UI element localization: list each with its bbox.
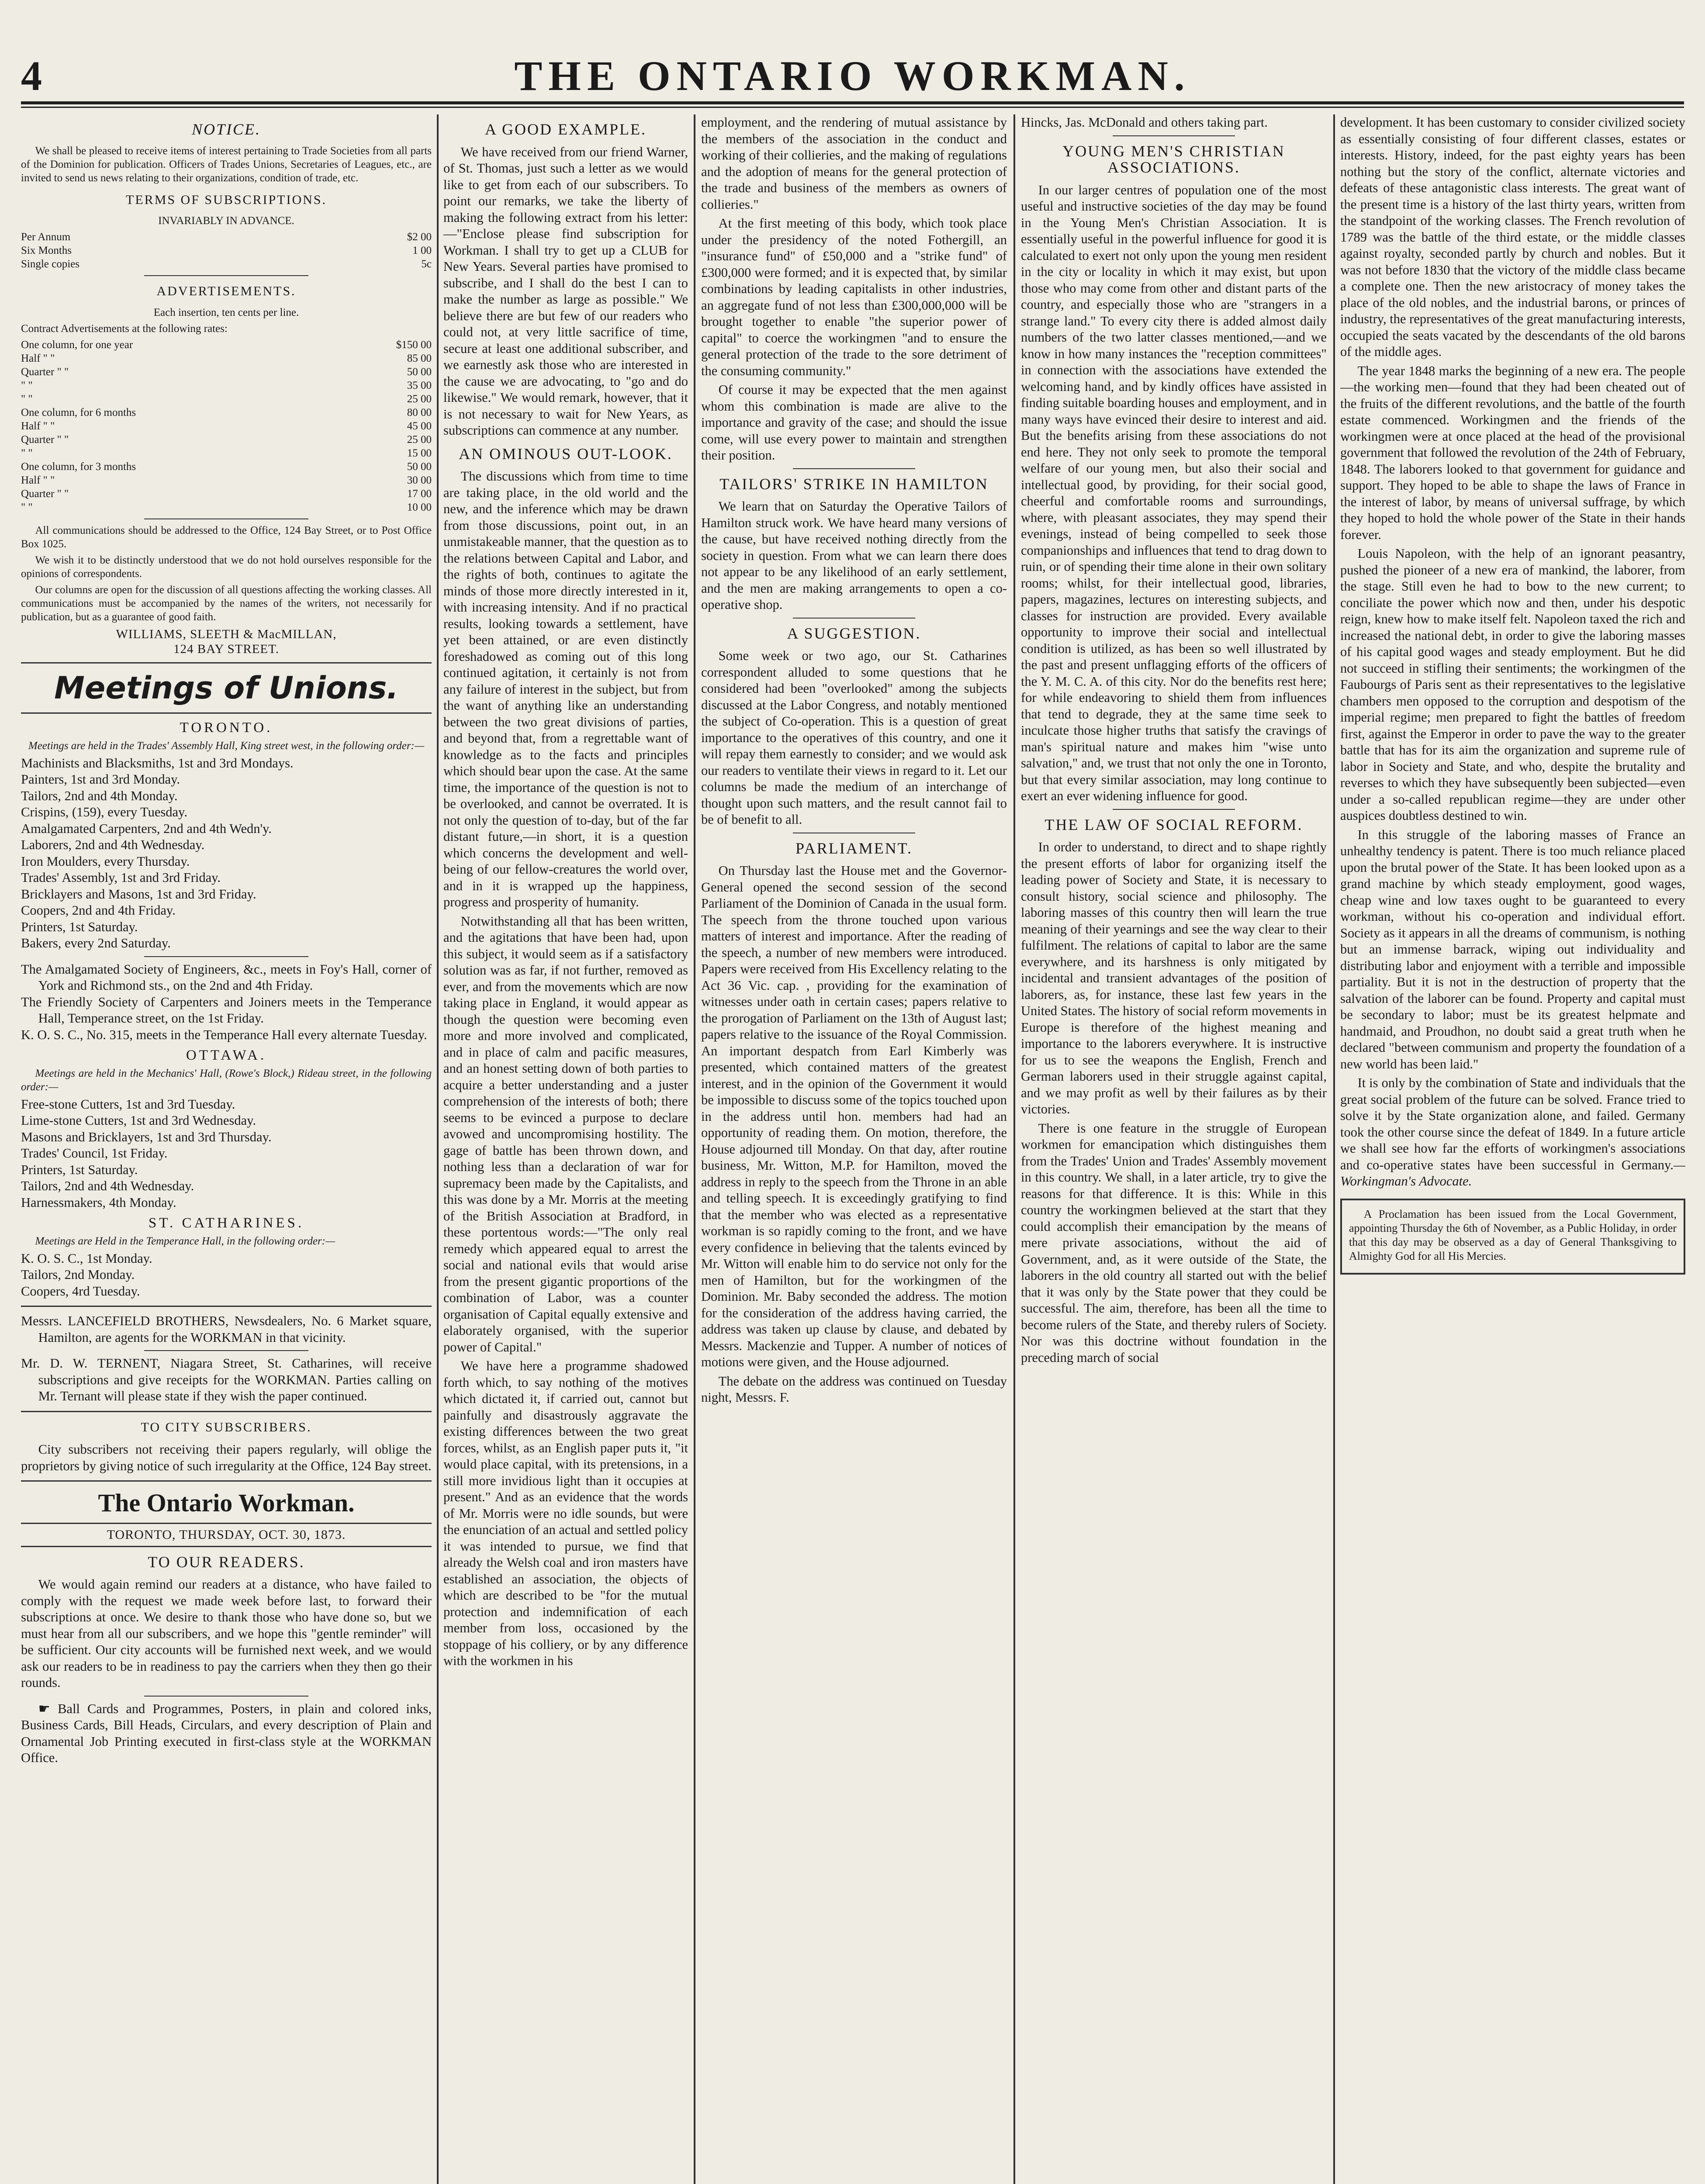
meeting-item: Free-stone Cutters, 1st and 3rd Tuesday. (21, 1096, 235, 1112)
meeting-item: Printers, 1st Saturday. (21, 1162, 138, 1177)
article-paragraph: There is one feature in the struggle of European workmen for emancipation which distinguishes them from the Trades' Union and Trades' Assembly movement in this country. We shall, in a later article, try to give the reasons for that difference. It is this: While in this country the workingmen believed at the start that they could accomplish their emancipation by the means of mere private associations, without the aid of Government, and, as it were outside of the State, the laborers in the old country all started out with the belief that it was only by the State power that they could be successful. The aim, therefore, has been all the time to become rulers of the State, and thereby rulers of Society. Nor was this doctrine without foundation in the preceding march of social (1021, 1120, 1327, 1365)
article-title: AN OMINOUS OUT-LOOK. (459, 445, 673, 463)
article-title: YOUNG MEN'S CHRISTIAN ASSOCIATIONS. (1062, 142, 1285, 176)
meeting-item: Iron Moulders, every Thursday. (21, 854, 190, 869)
column-rule (1013, 114, 1015, 2184)
meeting-item: Tailors, 2nd and 4th Monday. (21, 788, 178, 803)
rate-row: Single copies 5c (21, 258, 432, 270)
column-rule (437, 114, 439, 2184)
article-paragraph: Notwithstanding all that has been written, and the agitations that have been had, upon this subject, it would seem as if a satisfactory solution was as far, if not further, removed as ever, and from the movements which are now taking place in England, it would appear as though the question were becoming even more and more involved and complicated, and in place of calm and pacific measures, and an honest setting down of both parties to acquire a better understanding and a juster comprehension of the interests of both; there seems to be evinced a purpose to declare avowed and uncompromising hostility. The gage of battle has been thrown down, and nothing less than a declaration of war for supremacy been made by the Capitalists, and this was done by a Mr. Morris at the meeting of the British Association at Bradford, in these portentous words:—"The only real remedy which appeared equal to arrest the social and national evils that would arise from the present gigantic proportions of the combination of Labor, was a counter organisation of Capital equally extensive and elaborately organised, with the superior power of Capital." (443, 913, 688, 1355)
meeting-item: Bricklayers and Masons, 1st and 3rd Friday. (21, 886, 256, 902)
article-paragraph: We have here a programme shadowed forth which, to say nothing of the motives which dictated it, if carried out, cannot but painfully and disastrously aggravate the existing differences between the two great forces, whilst, as an English paper puts it, "it would place capital, with its pretensions, in a still more invidious light than it occupies at present." And as an evidence that the words of Mr. Morris were no idle sounds, but were the enunciation of an actual and settled policy it was intended to pursue, we find that already the Welsh coal and iron masters have established an association, the objects of which are described to be "for the mutual protection and indemnification of each member from loss, occasioned by the stoppage of his colliery, or by any difference with the workmen in his (443, 1358, 688, 1668)
page-number: 4 (21, 52, 42, 99)
divider (793, 468, 915, 469)
meeting-item: Crispins, (159), every Tuesday. (21, 805, 187, 819)
adv-footnote: All communications should be addressed to the Office, 124 Bay Street, or to Post Office Box 1025. (21, 524, 432, 550)
catharines-meetings (21, 1251, 432, 1300)
city-subscribers-text: City subscribers not receiving their papers regularly, will oblige the proprietors by giving notice of such irregularity at the Office, 124 Bay street. (21, 1442, 432, 1473)
proclamation-text: A Proclamation has been issued from the Local Government, appointing Thursday the 6th of November, as a Public Holiday, in order that this day may be observed as a day of General Thanksgiving to Almighty God for all His Mercies. (1349, 1207, 1677, 1262)
divider (144, 1696, 308, 1697)
meeting-item: Bakers, every 2nd Saturday. (21, 936, 171, 950)
column-rule (1333, 114, 1335, 2184)
toronto-note: Meetings are held in the Trades' Assembly Hall, King street west, in the following order:— (28, 740, 425, 752)
article-paragraph: In order to understand, to direct and to shape rightly the present efforts of labor for organizing itself the leading power of Society and State, it is necessary to consult history, social science and philosophy. The laboring masses of this country then will learn the true meaning of their yearnings and see the way clear to their fulfilment. The relations of capital to labor are the same everywhere, and its harshness is only mitigated by incidental and transient advantages of the position of laborers, as, for instance, these last few years in the United States. The history of social reform movements in Europe is therefore of the highest meaning and importance to the laborers everywhere. It is instructive for us to see the weapons the English, French and German laborers used in their struggle against capital, and we may profit as well by their failures as by their victories. (1021, 840, 1327, 1116)
meeting-item: Coopers, 4rd Tuesday. (21, 1283, 140, 1299)
article-paragraph: Hincks, Jas. McDonald and others taking part. (1021, 115, 1268, 130)
divider (144, 956, 308, 957)
city-heading-toronto: TORONTO. (180, 720, 273, 736)
article-title: PARLIAMENT. (795, 839, 913, 857)
rate-row: Per Annum $2 00 (21, 231, 432, 243)
notice-title: NOTICE. (191, 121, 261, 138)
article-paragraph: Of course it may be expected that the men against whom this combination is made are alive to the importance and gravity of the case; and should the issue come, will use every power to maintain and strengthen their position. (701, 382, 1007, 463)
adv-contract: Contract Advertisements at the following rates: (21, 322, 228, 335)
meeting-item: Amalgamated Carpenters, 2nd and 4th Wedn'y. (21, 821, 272, 836)
meeting-item: Harnessmakers, 4th Monday. (21, 1195, 176, 1210)
adv-footnote: We wish it to be distinctly understood that we do not hold ourselves responsible for the opinions of correspondents. (21, 554, 432, 580)
meeting-item: The Friendly Society of Carpenters and Joiners meets in the Temperance Hall, Temperance street, on the 1st Friday. (21, 994, 432, 1026)
meeting-item: Tailors, 2nd Monday. (21, 1267, 135, 1282)
article-title: A SUGGESTION. (787, 624, 921, 642)
divider (21, 662, 432, 663)
adv-rate-row: Half " " 45 00 (21, 420, 432, 432)
adv-note: Each insertion, ten cents per line. (153, 306, 299, 318)
adv-rate-row: Quarter " " 50 00 (21, 366, 432, 378)
adv-rate-row: " " 10 00 (21, 501, 432, 513)
column-rule (694, 114, 695, 2184)
publishers: WILLIAMS, SLEETH & MacMILLAN, (116, 627, 337, 641)
divider (21, 1411, 432, 1412)
divider (21, 1480, 432, 1482)
article-paragraph: employment, and the rendering of mutual assistance by the members of the association in the conduct and working of their collieries, and the making of regulations and the adoption of means for the general protection of the trade and business of the members as owners of collieries." (701, 115, 1007, 212)
article-paragraph: In this struggle of the laboring masses of France an unhealthy tendency is patent. There is too much reliance placed upon the brutal power of the State. It has been looked upon as a grand machine by which steady employment, good wages, cheap wine and low taxes ought to be guaranteed to every workman, without his co-operation and individual effort. Society as it appears in all the dreams of communism, is nothing but an immense barrack, wiping out individuality and distributing labor and enjoyment with a terrible and impossible partiality. But it is not in the destruction of property that the salvation of the laborer can be found. Property and capital must be secondary to labor; must be its greatest helpmate and handmaid, and Proudhon, no doubt said a great truth when he declared "between communism and property the foundation of a new world has been laid." (1340, 827, 1685, 1071)
city-heading-ottawa: OTTAWA. (186, 1047, 267, 1063)
divider (144, 1350, 308, 1351)
adv-rate-row: One column, for 3 months 50 00 (21, 460, 432, 473)
article-paragraph: Some week or two ago, our St. Catharines correspondent alluded to some questions that he considered had been "overlooked" among the subjects discussed at the Labor Congress, and notably mentioned the subject of Co-operation. This is a question of great importance to the operatives of this country, and one it will repay them earnestly to consider; and we would ask our readers to ventilate their views in regard to it. Let our columns be made the medium of an interchange of thought upon such matters, and the result cannot fail to be of benefit to all. (701, 648, 1007, 827)
column-4 (1021, 114, 1327, 2184)
article-paragraph: The discussions which from time to time are taking place, in the old world and the new, and the inference which may be drawn from those discussions, point out, in an unmistakeable manner, that the question as to the relations between Capital and Labor, and the rights of both, continues to agitate the minds of those more directly interested in it, with increasing intensity. And if no practical results, looking towards a settlement, have yet been attained, or are even distinctly foreshadowed as coming out of this long continued agitation, it certainly is not from any failure of interest in the subject, but from the want of anything like an understanding between the two great divisions of parties, and beyond that, from a regrettable want of knowledge as to the facts and principles which should bear upon the case. At the same time, the importance of the question is not to be overlooked, and cannot be overrated. It is not only the question of to-day, but of the far distant future,—in short, it is a question which concerns the development and well-being of our fellow-creatures the world over, and in it is wrapped up the happiness, progress and prosperity of humanity. (443, 469, 688, 909)
masthead (0, 0, 1705, 109)
meeting-item: K. O. S. C., No. 315, meets in the Temperance Hall every alternate Tuesday. (21, 1027, 427, 1042)
meeting-item: Masons and Bricklayers, 1st and 3rd Thursday. (21, 1129, 272, 1144)
adv-rates-list (21, 338, 432, 514)
column-3 (701, 114, 1007, 2184)
article-paragraph: At the first meeting of this body, which took place under the presidency of the noted Fothergill, an "insurance fund" of £50,000 and a "strike fund" of £300,000 were formed; and it is expected that, by similar combinations by leading capitalists in other industries, an aggregate fund of not less than £300,000,000 will be brought together to enable "the superior power of capital" to coerce the workingmen "and to ensure the general protection of the trade to the sore detriment of the consuming community." (701, 216, 1007, 378)
meeting-item: Coopers, 2nd and 4th Friday. (21, 903, 176, 918)
rates-list (21, 230, 432, 271)
adv-rate-row: One column, for one year $150 00 (21, 339, 432, 351)
article-title: THE LAW OF SOCIAL REFORM. (1044, 816, 1303, 833)
divider (21, 1523, 432, 1524)
pointing-hand-icon: ☛ (38, 1701, 58, 1716)
catharines-note: Meetings are Held in the Temperance Hall, in the following order:— (35, 1235, 335, 1247)
meeting-item: Lime-stone Cutters, 1st and 3rd Wednesday. (21, 1113, 256, 1128)
nameplate: The Ontario Workman. (98, 1489, 355, 1517)
city-subscribers-title: TO CITY SUBSCRIBERS. (141, 1420, 312, 1434)
column-1 (21, 114, 432, 2184)
divider (1113, 809, 1235, 810)
meeting-item: K. O. S. C., 1st Monday. (21, 1251, 152, 1266)
notice-text: We shall be pleased to receive items of interest pertaining to Trade Societies from all parts of the Dominion for publication. Officers of Trades Unions, Secretaries of Leagues, etc., are invited to send us news relating to their organizations, condition of trade, etc. (21, 145, 432, 184)
meeting-item: Laborers, 2nd and 4th Wednesday. (21, 837, 205, 852)
article-title: TAILORS' STRIKE IN HAMILTON (719, 475, 989, 493)
article-title: A GOOD EXAMPLE. (484, 121, 647, 138)
paper-name: THE ONTARIO WORKMAN. (514, 52, 1191, 99)
adv-title: ADVERTISEMENTS. (156, 284, 296, 298)
adv-rate-row: One column, for 6 months 80 00 (21, 406, 432, 418)
meeting-item: The Amalgamated Society of Engineers, &c., meets in Foy's Hall, corner of York and Richmond sts., on the 2nd and 4th Friday. (21, 961, 432, 993)
article-paragraph: It is only by the combination of State and individuals that the great social problem of the future can be solved. France tried to solve it by the State organization alone, and failed. Germany took the other course since the defeat of 1849. In a future article we shall see how far the efforts of workingmen's associations and co-operative states have been successful in Germany.—Workingman's Advocate. (1340, 1075, 1685, 1189)
meeting-item: Trades' Council, 1st Friday. (21, 1146, 168, 1161)
adv-rate-row: Quarter " " 25 00 (21, 433, 432, 446)
divider (793, 618, 915, 619)
adv-rate-row: " " 35 00 (21, 379, 432, 391)
article-paragraph: On Thursday last the House met and the Governor-General opened the second session of the second Parliament of the Dominion of Canada in the usual form. The speech from the throne touched upon various matters of interest and importance. After the reading of the speech, a number of new members were introduced. Papers were received from His Excellency relating to the Act 36 Vic. cap. , providing for the examination of witnesses under oath in certain cases; papers relative to the prorogation of Parliament on the 13th of August last; papers relative to the issuance of the Royal Commission. An important despatch from Earl Kimberly was presented, which contained matters of the greatest interest, and in the opinion of the Government it would be impossible to discuss some of the topics touched upon in the address until hon. members had had an opportunity of reading them. On motion, therefore, the House adjourned till Monday. On that day, after routine business, Mr. Witton, M.P. for Hamilton, moved the address in reply to the speech from the Throne in an able and telling speech. It is exceedingly gratifying to find that the member who was elected as a representative workman is so rapidly coming to the front, and we have every confidence in believing that the talents evinced by Mr. Witton will enable him to do service not only for the men of Hamilton, but for the workingmen of the Dominion. Mr. Baby seconded the address. The motion for the consideration of the address having carried, the address was taken up clause by clause, and debated by Messrs. Mackenzie and Tupper. A number of notices of motions were given, and the House adjourned. (701, 863, 1007, 1369)
agents-notice: Messrs. LANCEFIELD BROTHERS, Newsdealers, No. 6 Market square, Hamilton, are agents for the WORKMAN in that vicinity. (21, 1313, 432, 1345)
terms-note: INVARIABLY IN ADVANCE. (158, 215, 294, 227)
adv-rate-row: " " 15 00 (21, 447, 432, 459)
divider (21, 1306, 432, 1307)
ottawa-note: Meetings are held in the Mechanics' Hall, (Rowe's Block,) Rideau street, in the following order:— (21, 1067, 432, 1093)
column-5 (1340, 114, 1685, 2184)
publishers-address: 124 BAY STREET. (173, 642, 279, 656)
article-source: —Workingman's Advocate. (1340, 1157, 1685, 1189)
article-paragraph: The debate on the address was continued on Tuesday night, Messrs. F. (701, 1373, 1007, 1405)
masthead-rule-thin (21, 107, 1684, 108)
dateline: TORONTO, THURSDAY, OCT. 30, 1873. (107, 1527, 346, 1542)
city-heading-st-catharines: ST. CATHARINES. (148, 1215, 304, 1231)
adv-rate-row: " " 25 00 (21, 393, 432, 405)
meeting-item: Trades' Assembly, 1st and 3rd Friday. (21, 870, 221, 885)
readers-text: We would again remind our readers at a distance, who have failed to comply with the request we made week before last, to forward their subscriptions at once. We desire to thank those who have done so, but we must hear from all our subscribers, and we hope this "gentle reminder" will be sufficient. Our city accounts will be furnished next week, and we would ask our readers to be in readiness to pay the carriers when they then go their rounds. (21, 1577, 432, 1690)
readers-title: TO OUR READERS. (148, 1553, 305, 1571)
meeting-item: Tailors, 2nd and 4th Wednesday. (21, 1178, 194, 1193)
proclamation-box (1340, 1199, 1685, 1275)
toronto-meetings (21, 755, 432, 952)
article-paragraph: Louis Napoleon, with the help of an ignorant peasantry, pushed the pioneer of a new era of mankind, the laborer, from the stage. Still even he had to bow to the new current; to conciliate the power which now and then, under his despotic reign, knew how to make itself felt. Napoleon taxed the rich and increased the national debt, in order to give the laboring masses of his capital good wages and steady employment. But he did not succeed in stifling their sentiments; the workingmen of the Faubourgs of Paris sent as their representatives to the legislative chambers men opposed to the corruption and despotism of the imperial regime; men prepared to fight the battles of freedom first, against the Emperor in order to pave the way to the greater battle that has for its aim the organization and supreme rule of labor in Society and State, and who, despite the brutality and reverses to which they have subsequently been subjected—even under a so-called republican regime—they are under other auspices doubtless destined to win. (1340, 546, 1685, 823)
column-2 (443, 114, 688, 2184)
adv-footnote: Our columns are open for the discussion of all questions affecting the working classes. All communications must be accompanied by the names of the writers, not necessarily for publication, but as a guarantee of good faith. (21, 584, 432, 623)
meeting-item: Printers, 1st Saturday. (21, 919, 138, 934)
ottawa-meetings (21, 1096, 432, 1211)
adv-rate-row: Quarter " " 17 00 (21, 487, 432, 500)
divider (1113, 135, 1235, 136)
meeting-item: Machinists and Blacksmiths, 1st and 3rd Mondays. (21, 755, 294, 771)
article-paragraph: We have received from our friend Warner, of St. Thomas, just such a letter as we would like to get from each of our subscribers. To point our remarks, we take the liberty of making the following extract from his letter:—"Enclose please find subscription for Workman. I shall try to get up a CLUB for New Years. Several parties have promised to subscribe, and I shall do the best I can to make the number as large as possible." We believe there are but few of our readers who could not, at very little sacrifice of time, secure at least one additional subscriber, and we earnestly ask those who are interested in the cause we are advocating, to "go and do likewise." We would remark, however, that it is not necessary to wait for New Years, as subscriptions can commence at any number. (443, 144, 688, 438)
article-paragraph: development. It has been customary to consider civilized society as essentially consisting of four different classes, estates or interests. History, indeed, for the past eighty years has been nothing but the story of the conflict, alternate victories and defeats of these antagonistic class interests. The great want of the present time is a history of the last thirty years, written from the standpoint of the working classes. The French revolution of 1789 was the battle of the third estate, or the middle classes against royalty, seconded partly by church and nobles. But it was not before 1830 that the victory of the middle class became a complete one. Then the new aristocracy of money takes the place of the old nobles, and the industrial barons, or princes of industry, the representatives of the great manufacturing interests, occupied the seats vacated by the descendants of the old barons of the middle ages. (1340, 115, 1685, 359)
meeting-item: Painters, 1st and 3rd Monday. (21, 772, 180, 787)
meetings-title: Meetings of Unions. (54, 670, 398, 706)
adv-rate-row: Half " " 85 00 (21, 352, 432, 364)
terms-title: TERMS OF SUBSCRIPTIONS. (126, 192, 327, 207)
divider (21, 1546, 432, 1547)
divider (144, 518, 308, 519)
adv-rate-row: Half " " 30 00 (21, 474, 432, 486)
article-paragraph: The year 1848 marks the beginning of a new era. The people—the working men—found that they had been cheated out of the fruits of the different revolutions, and the battle of the fourth estate commenced. Workingmen and the friends of the workingmen were at once placed at the head of the provisional government that followed the revolution of the 24th of February, 1848. The laborers looked to that government for guidance and support. They hoped to be able to shape the laws of France in the interest of labor, by means of universal suffrage, by which they hoped to hold the whole power of the State in their hands forever. (1340, 363, 1685, 542)
agents-notice: Mr. D. W. TERNENT, Niagara Street, St. Catharines, will receive subscriptions and give receipts for the WORKMAN. Parties calling on Mr. Ternant will please state if they wish the paper continued. (21, 1356, 432, 1403)
ball-cards-ad: ☛ Ball Cards and Programmes, Posters, in plain and colored inks, Business Cards, Bill Heads, Circulars, and every description of Plain and Ornamental Job Printing executed in first-class style at the WORKMAN Office. (21, 1701, 432, 1765)
article-paragraph: In our larger centres of population one of the most useful and instructive societies of the day may be found in the Young Men's Christian Association. It is essentially useful in the powerful influence for good it is calculated to exert not only upon the young men resident in the city or locality in which it may exist, but upon those who may come from other and distant parts of the country, and especially those who are "strangers in a strange land." To every city there is added almost daily numbers of the two latter classes mentioned,—and we know in how many instances the "reception committees" in connection with the associations have extended the welcoming hand, and by kindly offices have assisted in finding suitable boarding houses and employment, and in many ways have evinced their desire to interest and aid. But the benefits arising from these associations do not end here. They not only seek to promote the temporal welfare of our young men, but also their social and intellectual good, by providing, for their social good, cheerful and comfortable rooms and surroundings, where, with pleasant associates, they may spend their evenings, instead of being compelled to seek those companionships and influences that tend to drag down to ruin, or of spending their time alone in their own solitary rooms; whilst, for their intellectual good, libraries, papers, magazines, lectures on interesting subjects, and classes for instruction are provided. Every available opportunity to improve their social and intellectual condition is utilized, as has been so well illustrated by the past and present unflagging efforts of the officers of the Y. M. C. A. of this city. Nor do the benefits rest here; for while endeavoring to shield them from influences that tend to degrade, they at the same time seek to inculcate those higher truths that satisfy the cravings of man's spiritual nature and makes him "wise unto salvation," and, we trust that not only the one in Toronto, but that every similar association, may long continue to exert an ever widening influence for good. (1021, 182, 1327, 803)
article-paragraph: We learn that on Saturday the Operative Tailors of Hamilton struck work. We have heard many versions of the cause, but have received nothing directly from the society in question. From what we can learn there does not appear to be any likelihood of an early settlement, and the men are making arrangements to open a co-operative shop. (701, 499, 1007, 612)
divider (144, 275, 308, 276)
rate-row: Six Months 1 00 (21, 245, 432, 256)
masthead-rule (21, 101, 1684, 104)
divider (21, 712, 432, 714)
